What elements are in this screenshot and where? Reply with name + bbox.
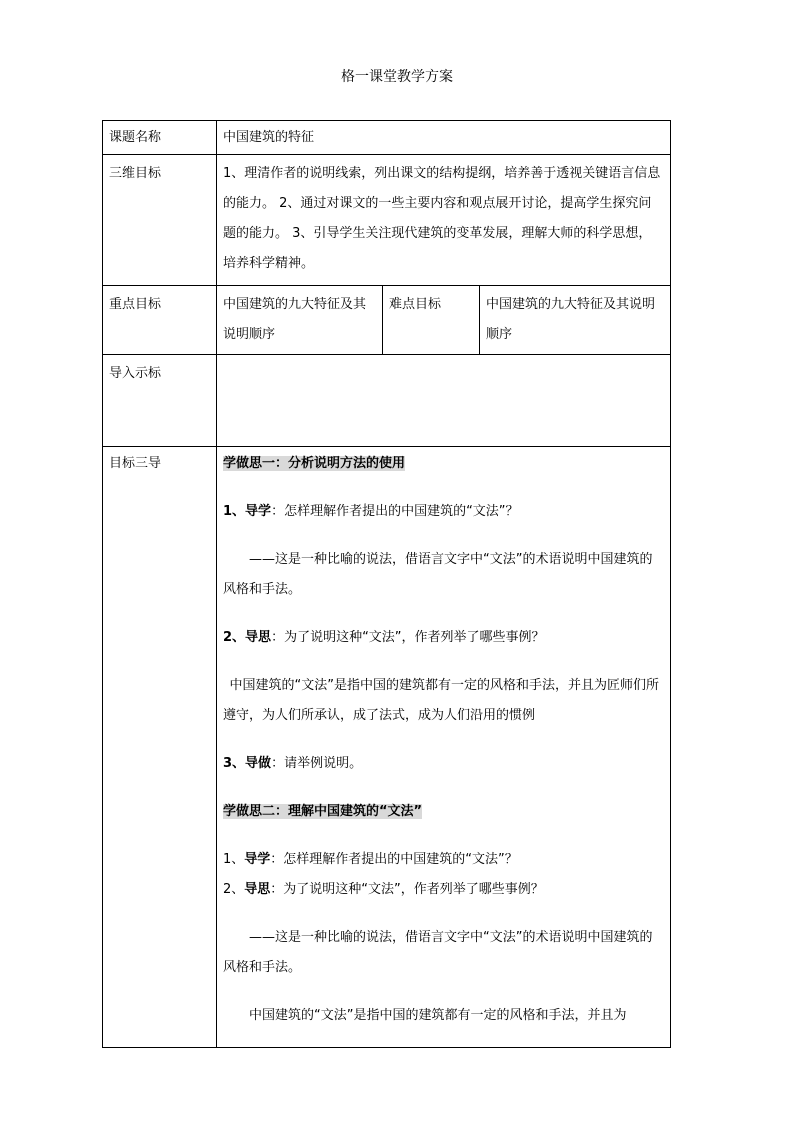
difficulty-label: 难点目标	[383, 286, 480, 355]
s1-answer-2: 中国建筑的“文法”是指中国的建筑都有一定的风格和手法，并且为匠师们所遵守，为人们所承认，成了法式，成为人们沿用的惯例	[223, 678, 659, 723]
guide-label: 目标三导	[103, 447, 217, 1048]
s1-question-3: 3、导做：请举例说明。	[223, 756, 363, 771]
intro-label: 导入示标	[103, 355, 217, 447]
topic-row	[103, 121, 671, 155]
s1-question-2: 2、导思：为了说明这种“文法”，作者列举了哪些事例？	[223, 630, 545, 645]
key-row	[103, 286, 671, 355]
key-value: 中国建筑的九大特征及其说明顺序	[217, 286, 383, 355]
guide-row	[103, 447, 671, 1048]
goals-row	[103, 155, 671, 286]
topic-label: 课题名称	[103, 121, 217, 155]
difficulty-value: 中国建筑的九大特征及其说明顺序	[480, 286, 671, 355]
s2-answer-2: 中国建筑的“文法”是指中国的建筑都有一定的风格和手法，并且为	[249, 1008, 627, 1023]
guide-content	[217, 447, 671, 1048]
s2-question-2: 2、导思：为了说明这种“文法”，作者列举了哪些事例？	[223, 882, 544, 897]
page-title: 格一课堂教学方案	[341, 69, 453, 85]
topic-value: 中国建筑的特征	[217, 121, 671, 155]
intro-value	[217, 355, 671, 447]
s2-question-1: 1、导学：怎样理解作者提出的中国建筑的“文法”？	[223, 852, 518, 867]
section2-title: 学做思二：理解中国建筑的“文法”	[223, 804, 423, 819]
goals-label: 三维目标	[103, 155, 217, 286]
s1-answer-1: ——这是一种比喻的说法，借语言文字中“文法”的术语说明中国建筑的风格和手法。	[223, 552, 653, 597]
s1-question-1: 1、导学：怎样理解作者提出的中国建筑的“文法”？	[223, 504, 519, 519]
s2-answer-1: ——这是一种比喻的说法，借语言文字中“文法”的术语说明中国建筑的风格和手法。	[223, 930, 653, 975]
intro-row	[103, 355, 671, 447]
section1-title: 学做思一：分析说明方法的使用	[223, 456, 406, 471]
lesson-plan-table	[102, 120, 671, 1048]
key-label: 重点目标	[103, 286, 217, 355]
goals-text: 1、理清作者的说明线索，列出课文的结构提纲，培养善于透视关键语言信息的能力。 2、通过对课文的一些主要内容和观点展开讨论，提高学生探究问题的能力。 3、引导学生关注现代建筑的变革发展，理解大师的科学思想，培养科学精神。	[217, 155, 671, 286]
